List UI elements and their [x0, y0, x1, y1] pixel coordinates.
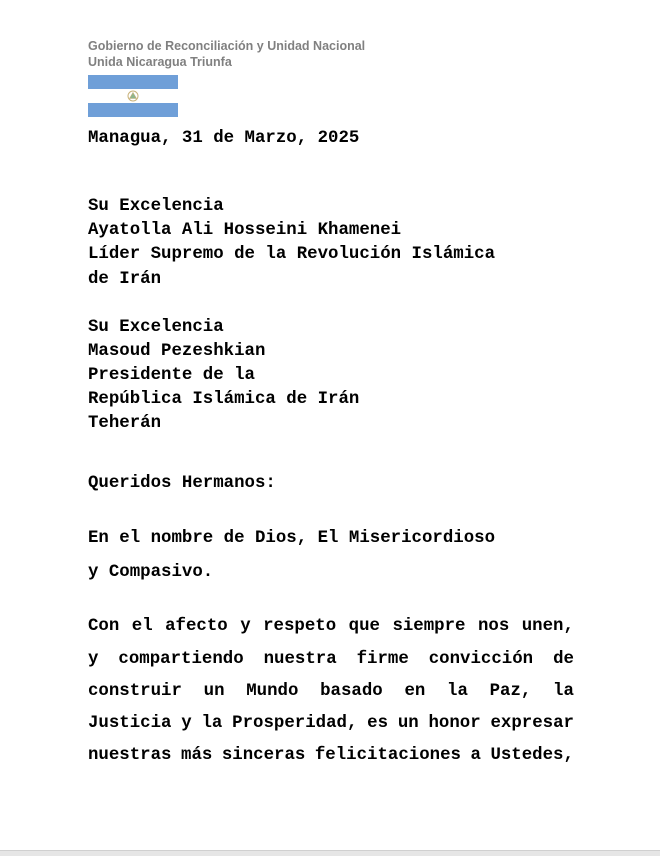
recipient-1-title-line-1: Líder Supremo de la Revolución Islámica [88, 245, 496, 264]
invocation-line-1: En el nombre de Dios, El Misericordioso [88, 529, 496, 548]
recipient-2-salutation: Su Excelencia [88, 318, 224, 337]
letterhead [88, 38, 365, 70]
body-word: Prosperidad, [232, 714, 358, 733]
invocation-line-2: y Compasivo. [88, 563, 214, 582]
body-word: la [553, 682, 574, 701]
recipient-2-title-line-2: República Islámica de Irán [88, 390, 360, 409]
body-word: y [181, 714, 192, 733]
body-word: basado [320, 682, 383, 701]
body-word: compartiendo [118, 650, 244, 669]
body-word: la [447, 682, 468, 701]
page-bottom-edge [0, 850, 660, 856]
body-word: y [88, 650, 99, 669]
body-word: nuestras [88, 746, 172, 765]
body-word: unen, [521, 617, 574, 636]
letterhead-line-1: Gobierno de Reconciliación y Unidad Nacional [88, 39, 366, 53]
body-word: un [397, 714, 419, 733]
body-word: sinceras [221, 746, 306, 765]
body-line [88, 617, 574, 637]
letterhead-line-2: Unida Nicaragua Triunfa [88, 55, 232, 69]
body-word: y [240, 617, 251, 636]
body-word: a [470, 746, 481, 765]
nicaragua-flag-icon [88, 75, 178, 117]
recipient-2-city: Teherán [88, 414, 162, 433]
body-word: Ustedes, [490, 746, 574, 765]
recipient-2-name: Masoud Pezeshkian [88, 342, 266, 361]
body-line [88, 746, 574, 766]
body-line [88, 682, 574, 702]
recipient-2-title-line-1: Presidente de la [88, 366, 255, 385]
recipient-1-salutation: Su Excelencia [88, 197, 224, 216]
body-word: felicitaciones [314, 746, 461, 765]
body-word: nos [477, 617, 510, 636]
body-word: convicción [428, 650, 534, 669]
body-word: Paz, [489, 682, 532, 701]
body-word: un [203, 682, 225, 701]
body-word: que [348, 617, 380, 636]
body-word: nuestra [263, 650, 337, 669]
recipient-1-name: Ayatolla Ali Hosseini Khamenei [88, 221, 402, 240]
body-word: siempre [392, 617, 466, 636]
body-word: honor [428, 714, 481, 733]
body-word: Justicia [88, 714, 172, 733]
letter-greeting: Queridos Hermanos: [88, 474, 276, 493]
body-word: Mundo [246, 682, 299, 701]
body-word: el [131, 617, 153, 636]
body-line [88, 714, 574, 734]
body-word: firme [356, 650, 409, 669]
body-word: en [404, 682, 426, 701]
body-word: la [201, 714, 223, 733]
body-word: es [367, 714, 389, 733]
body-word: más [181, 746, 213, 765]
body-word: afecto [165, 617, 228, 636]
body-line [88, 650, 574, 670]
letter-date: Managua, 31 de Marzo, 2025 [88, 129, 360, 148]
body-word: de [553, 650, 574, 669]
recipient-1-title-line-2: de Irán [88, 270, 162, 289]
body-word: construir [88, 682, 182, 701]
body-word: Con [88, 617, 120, 636]
body-word: respeto [263, 617, 337, 636]
body-word: expresar [490, 714, 574, 733]
